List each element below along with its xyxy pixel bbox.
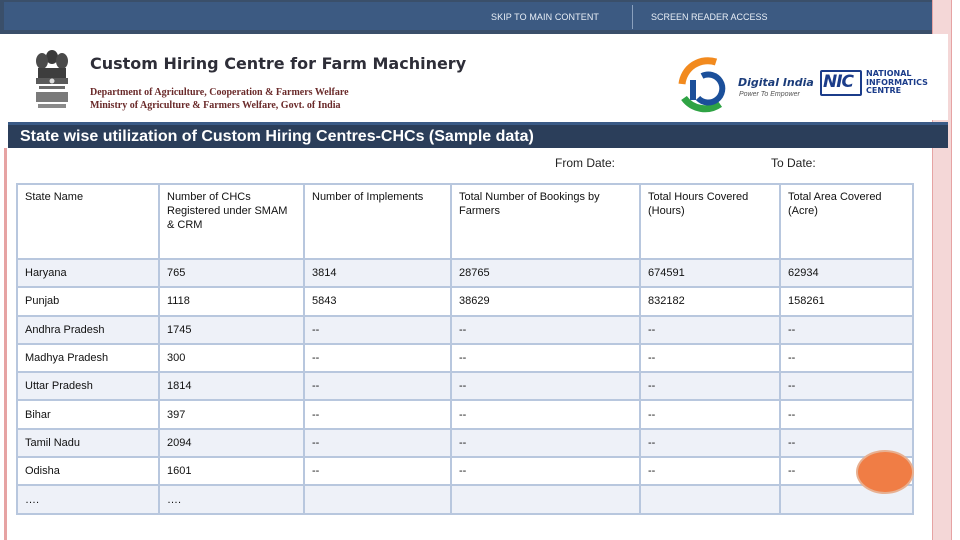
- cell-bookings: --: [451, 400, 640, 428]
- cell-bookings: --: [451, 316, 640, 344]
- cell-bookings: --: [451, 344, 640, 372]
- cell-chcs: 1814: [159, 372, 304, 400]
- cell-area: --: [780, 429, 913, 457]
- ministry-name: Ministry of Agriculture & Farmers Welfare, Govt. of India: [90, 100, 341, 111]
- table-row: [17, 400, 913, 428]
- digital-india-text: Digital India: [738, 76, 814, 89]
- cell-state: Bihar: [17, 400, 159, 428]
- utilization-table: [16, 183, 914, 515]
- topbar-divider: [632, 5, 633, 29]
- state-emblem-icon: [30, 48, 74, 110]
- table-row: [17, 259, 913, 287]
- cell-chcs: ….: [159, 485, 304, 513]
- cell-bookings: [451, 485, 640, 513]
- table-row: [17, 485, 913, 513]
- cell-area: --: [780, 372, 913, 400]
- slide-frame-left: [4, 148, 7, 540]
- cell-implements: 3814: [304, 259, 451, 287]
- cell-state: Odisha: [17, 457, 159, 485]
- cell-implements: 5843: [304, 287, 451, 315]
- cell-chcs: 1745: [159, 316, 304, 344]
- column-header-chcs-registered[interactable]: Number of CHCs Registered under SMAM & CRM: [159, 184, 304, 259]
- cell-state: Uttar Pradesh: [17, 372, 159, 400]
- cell-hours: --: [640, 344, 780, 372]
- skip-to-main-content-link[interactable]: SKIP TO MAIN CONTENT: [491, 12, 600, 22]
- cell-hours: 674591: [640, 259, 780, 287]
- cell-state: Haryana: [17, 259, 159, 287]
- cell-chcs: 2094: [159, 429, 304, 457]
- cell-implements: --: [304, 344, 451, 372]
- table-row: [17, 457, 913, 485]
- page-title-bar: [8, 122, 948, 148]
- cell-area: --: [780, 400, 913, 428]
- cell-bookings: --: [451, 429, 640, 457]
- cell-bookings: --: [451, 457, 640, 485]
- digital-india-tagline: Power To Empower: [739, 91, 800, 98]
- screen-reader-access-link[interactable]: SCREEN READER ACCESS: [651, 12, 768, 22]
- pointer-highlight-marker: [856, 450, 914, 494]
- cell-state: Punjab: [17, 287, 159, 315]
- cell-area: 62934: [780, 259, 913, 287]
- cell-bookings: 28765: [451, 259, 640, 287]
- cell-chcs: 300: [159, 344, 304, 372]
- to-date-label: To Date:: [771, 156, 816, 170]
- site-header: [8, 34, 948, 120]
- column-header-hours-covered[interactable]: Total Hours Covered (Hours): [640, 184, 780, 259]
- table-header-row: [17, 184, 913, 259]
- cell-area: --: [780, 344, 913, 372]
- cell-area: --: [780, 316, 913, 344]
- cell-bookings: 38629: [451, 287, 640, 315]
- table-row: [17, 429, 913, 457]
- nic-logo-letters: NIC: [823, 72, 854, 92]
- nic-name: NATIONAL INFORMATICS CENTRE: [866, 69, 928, 95]
- table-row: [17, 316, 913, 344]
- cell-bookings: --: [451, 372, 640, 400]
- cell-state: ….: [17, 485, 159, 513]
- cell-state: Madhya Pradesh: [17, 344, 159, 372]
- from-date-label: From Date:: [555, 156, 616, 170]
- cell-area: --: [780, 457, 913, 485]
- cell-area: 158261: [780, 287, 913, 315]
- table-row: [17, 287, 913, 315]
- cell-implements: --: [304, 429, 451, 457]
- cell-implements: [304, 485, 451, 513]
- cell-state: Andhra Pradesh: [17, 316, 159, 344]
- cell-hours: --: [640, 429, 780, 457]
- cell-chcs: 397: [159, 400, 304, 428]
- cell-implements: --: [304, 372, 451, 400]
- column-header-implements[interactable]: Number of Implements: [304, 184, 451, 259]
- column-header-area-covered[interactable]: Total Area Covered (Acre): [780, 184, 913, 259]
- cell-implements: --: [304, 457, 451, 485]
- top-utility-bar-inner: [4, 2, 956, 30]
- cell-hours: --: [640, 400, 780, 428]
- cell-chcs: 1118: [159, 287, 304, 315]
- cell-implements: --: [304, 316, 451, 344]
- table-row: [17, 344, 913, 372]
- cell-hours: --: [640, 316, 780, 344]
- column-header-bookings[interactable]: Total Number of Bookings by Farmers: [451, 184, 640, 259]
- cell-implements: --: [304, 400, 451, 428]
- cell-hours: --: [640, 457, 780, 485]
- top-utility-bar: [0, 0, 960, 34]
- cell-hours: [640, 485, 780, 513]
- table-row: [17, 372, 913, 400]
- cell-hours: 832182: [640, 287, 780, 315]
- site-title[interactable]: Custom Hiring Centre for Farm Machinery: [90, 54, 467, 73]
- cell-state: Tamil Nadu: [17, 429, 159, 457]
- cell-chcs: 765: [159, 259, 304, 287]
- department-name: Department of Agriculture, Cooperation & Farmers Welfare: [90, 87, 349, 98]
- cell-chcs: 1601: [159, 457, 304, 485]
- page-title: State wise utilization of Custom Hiring Centres-CHCs (Sample data): [20, 128, 534, 145]
- cell-hours: --: [640, 372, 780, 400]
- column-header-state-name[interactable]: State Name: [17, 184, 159, 259]
